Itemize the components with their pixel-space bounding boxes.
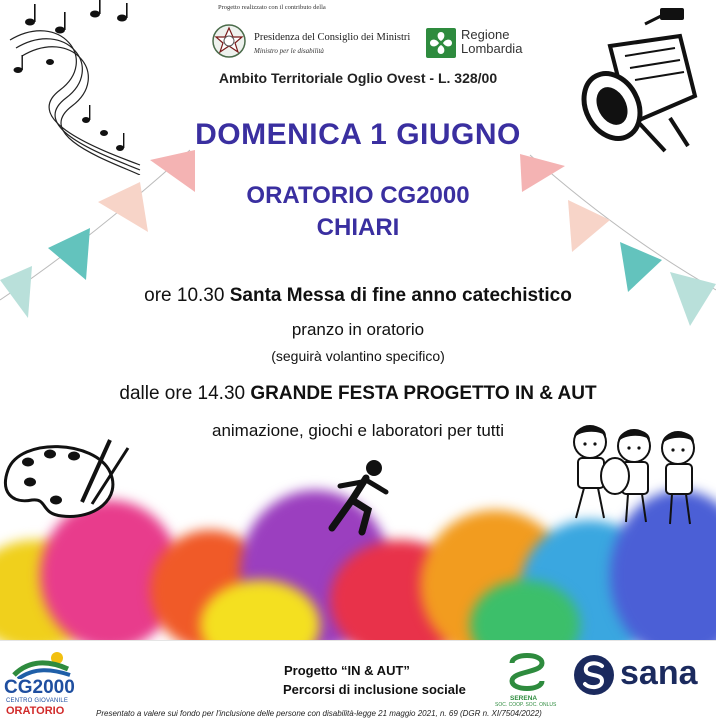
project-subtitle: Percorsi di inclusione sociale: [283, 682, 466, 697]
runner-icon: [322, 458, 397, 538]
mass-line: [0, 285, 716, 307]
presidenza-name: Presidenza del Consiglio dei Ministri: [254, 32, 411, 43]
footer: [0, 640, 716, 724]
sana-logo-icon: [572, 653, 616, 697]
mass-title: Santa Messa di fine anno catechistico: [229, 285, 572, 306]
cg2000-logo-sub1: CENTRO GIOVANILE: [6, 698, 69, 704]
mass-time: ore 10.30: [144, 285, 225, 306]
party-title: GRANDE FESTA PROGETTO IN & AUT: [250, 383, 597, 404]
paint-palette-illustration: [0, 432, 135, 527]
children-illustration: [560, 418, 716, 528]
regione-line-1: Regione: [461, 27, 510, 42]
place-line-1: ORATORIO CG2000: [246, 182, 470, 209]
cg2000-swoosh-icon: [12, 649, 72, 679]
presidenza-subtitle: Ministro per le disabilità: [254, 47, 324, 55]
serena-subtitle: SOC. COOP. SOC. ONLUS: [495, 702, 557, 708]
regione-lombardia-logo-icon: [426, 28, 456, 58]
cg2000-logo-text: CG2000: [4, 677, 75, 698]
event-date: DOMENICA 1 GIUGNO: [195, 118, 521, 151]
ambito-line: Ambito Territoriale Oglio Ovest - L. 328/00: [218, 70, 498, 86]
party-subtitle: animazione, giochi e laboratori per tutti: [212, 421, 504, 440]
contribution-note: Progetto realizzato con il contributo della: [218, 4, 326, 11]
lunch-note: (seguirà volantino specifico): [271, 348, 445, 364]
event-place: [0, 180, 716, 244]
italian-republic-emblem: [210, 22, 248, 62]
serena-logo-icon: [502, 651, 552, 695]
party-line: [0, 383, 716, 405]
regione-name: [461, 28, 522, 56]
party-time: dalle ore 14.30: [119, 383, 246, 404]
sana-logo-text: sana: [620, 654, 698, 692]
place-line-2: CHIARI: [316, 214, 400, 241]
project-title: Progetto “IN & AUT”: [284, 663, 410, 678]
serena-name: SERENA: [510, 695, 538, 702]
cg2000-logo-sub2: ORATORIO: [6, 705, 65, 717]
regione-line-2: Lombardia: [461, 41, 523, 56]
fund-note: Presentato a valere sui fondo per l'inclusione delle persone con disabilità-legge 21 maggio 2021, n. 69 (DGR n. XI/7504/2022): [96, 709, 542, 718]
lunch-line: pranzo in oratorio: [291, 320, 425, 339]
